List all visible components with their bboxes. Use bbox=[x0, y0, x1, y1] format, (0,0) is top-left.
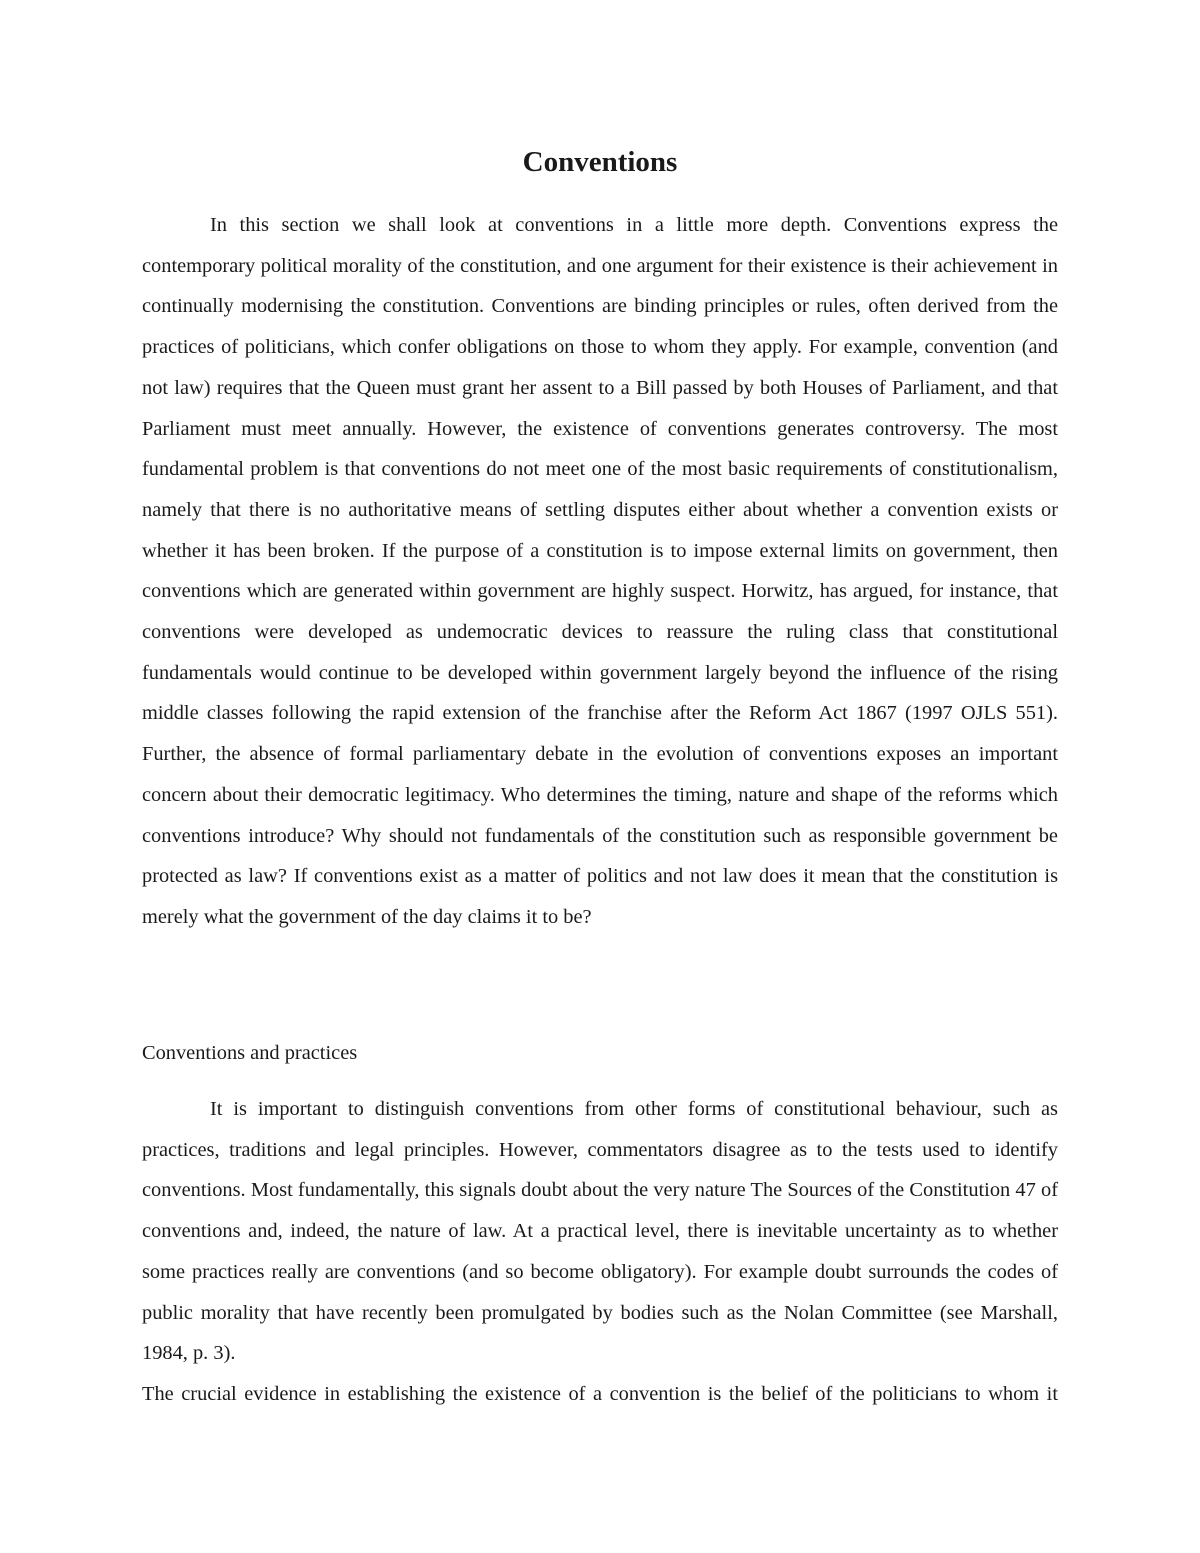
body-paragraph: It is important to distinguish conventions from other forms of constitutional behaviour, such as practices, traditions and legal principles. However, commentators disagree as to the tests used to identify conventions. Most fundamentally, this signals doubt about the very nature The Sources of the Constitution 47 of conventions and, indeed, the nature of law. At a practical level, there is inevitable uncertainty as to whether some practices really are conventions (and so become obligatory). For example doubt surrounds the codes of public morality that have recently been promulgated by bodies such as the Nolan Committee (see Marshall, 1984, p. 3). bbox=[142, 1098, 1058, 1365]
page-title: Conventions bbox=[522, 146, 678, 178]
body-paragraph: In this section we shall look at conventions in a little more depth. Conventions express the contemporary political morality of the constitution, and one argument for their existence is their achievement in continually modernising the constitution. Conventions are binding principles or rules, often derived from the practices of politicians, which confer obligations on those to whom they apply. For example, convention (and not law) requires that the Queen must grant her assent to a Bill passed by both Houses of Parliament, and that Parliament must meet annually. However, the existence of conventions generates controversy. The most fundamental problem is that conventions do not meet one of the most basic requirements of constitutionalism, namely that there is no authoritative means of settling disputes either about whether a convention exists or whether it has been broken. If the purpose of a constitution is to impose external limits on government, then conventions which are generated within government are highly suspect. Horwitz, has argued, for instance, that conventions were developed as undemocratic devices to reassure the ruling class that constitutional fundamentals would continue to be developed within government largely beyond the influence of the rising middle classes following the rapid extension of the franchise after the Reform Act 1867 (1997 OJLS 551). Further, the absence of formal parliamentary debate in the evolution of conventions exposes an important concern about their democratic legitimacy. Who determines the timing, nature and shape of the reforms which conventions introduce? Why should not fundamentals of the constitution such as responsible government be protected as law? If conventions exist as a matter of politics and not law does it mean that the constitution is merely what the government of the day claims it to be? bbox=[142, 214, 1058, 928]
body-paragraph-continuation: The crucial evidence in establishing the existence of a convention is the belief of the politicians to whom it bbox=[142, 1383, 1058, 1405]
section-heading: Conventions and practices bbox=[142, 1042, 358, 1064]
